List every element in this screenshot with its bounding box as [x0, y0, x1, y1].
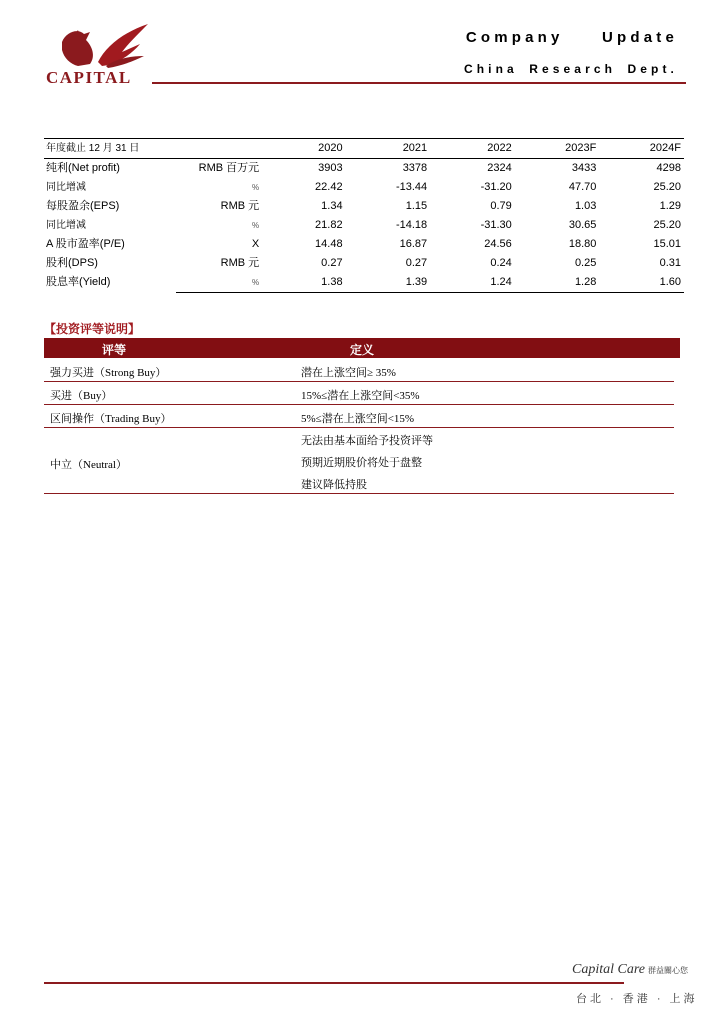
- rating-row-strong-buy: [44, 360, 674, 382]
- cell-value: 14.48: [315, 238, 343, 250]
- rating-label: 中立（Neutral）: [50, 459, 127, 471]
- rating-label: 强力买进（Strong Buy）: [50, 367, 167, 379]
- cell-value: 1.39: [405, 276, 428, 288]
- cell-value: 16.87: [399, 238, 428, 250]
- cell-value: 3903: [318, 162, 343, 174]
- report-subtitle: China Research Dept.: [463, 62, 678, 76]
- row-unit: %: [252, 278, 260, 287]
- cell-value: 15.01: [653, 238, 681, 250]
- rating-row-trading-buy: [44, 405, 674, 428]
- cell-value: 0.27: [321, 257, 343, 269]
- rating-section-title: 【投资评等说明】: [44, 322, 141, 336]
- definition-line: 无法由基本面给予投资评等: [301, 435, 433, 447]
- table-row: [44, 197, 684, 216]
- column-header: 2024F: [599, 139, 684, 159]
- footer-divider: [44, 982, 624, 984]
- table-row: [44, 254, 684, 273]
- cell-value: 0.79: [490, 200, 512, 212]
- cell-value: 1.15: [405, 200, 428, 212]
- table-row: [44, 178, 684, 197]
- financial-summary-table: [44, 138, 684, 292]
- row-unit: X: [251, 238, 260, 250]
- table-row: [44, 273, 684, 292]
- cell-value: 25.20: [653, 181, 681, 193]
- cell-value: 1.28: [574, 276, 597, 288]
- column-header: [184, 139, 261, 159]
- row-unit: RMB 百万元: [198, 162, 260, 174]
- brand-wordmark: CAPITAL: [46, 68, 132, 87]
- cell-value: 3378: [402, 162, 428, 174]
- cell-value: 1.38: [321, 276, 343, 288]
- cell-value: 1.34: [321, 200, 343, 212]
- table-row: [44, 235, 684, 254]
- rating-definition: [301, 430, 433, 496]
- rating-column-header: 评等: [102, 343, 127, 357]
- table-row: [44, 216, 684, 235]
- cell-value: 2324: [487, 162, 512, 174]
- column-header: 2021: [346, 139, 431, 159]
- cell-value: 47.70: [568, 181, 597, 193]
- row-label: 纯利(Net profit): [46, 162, 120, 174]
- row-label: 股息率(Yield): [46, 276, 111, 288]
- table-row: [44, 159, 684, 179]
- column-header: 2020: [261, 139, 345, 159]
- cell-value: 0.24: [490, 257, 512, 269]
- column-header: 2023F: [515, 139, 600, 159]
- cell-value: 1.60: [659, 276, 681, 288]
- rating-definition: 5%≤潜在上涨空间<15%: [301, 413, 415, 425]
- table-bottom-rule: [176, 292, 684, 293]
- cell-value: 22.42: [315, 181, 343, 193]
- rating-definition: 潜在上涨空间≥ 35%: [301, 367, 396, 379]
- table-header-row: [44, 139, 684, 159]
- row-label: A 股市盈率(P/E): [46, 238, 125, 250]
- cell-value: 1.29: [659, 200, 681, 212]
- definition-line: 预期近期股价将处于盘整: [301, 457, 422, 469]
- cell-value: 3433: [571, 162, 597, 174]
- cell-value: 0.31: [659, 257, 681, 269]
- row-label: 每股盈余(EPS): [46, 200, 120, 212]
- rating-label: 买进（Buy）: [50, 390, 113, 402]
- cell-value: -13.44: [395, 181, 428, 193]
- row-unit: %: [252, 221, 260, 230]
- cell-value: 21.82: [315, 219, 343, 231]
- definition-column-header: 定义: [350, 343, 375, 357]
- cell-value: 0.25: [574, 257, 597, 269]
- footer-brand: [572, 962, 688, 978]
- column-header: 年度截止 12 月 31 日: [44, 139, 184, 159]
- column-header: 2022: [430, 139, 515, 159]
- header-divider: [152, 82, 686, 84]
- footer-cities: 台北 · 香港 · 上海: [576, 993, 698, 1005]
- rating-label: 区间操作（Trading Buy）: [50, 413, 172, 425]
- row-unit: RMB 元: [220, 257, 260, 269]
- row-unit: %: [252, 183, 260, 192]
- footer-brand-cn: 群益關心您: [648, 966, 688, 975]
- cell-value: 0.27: [405, 257, 428, 269]
- cell-value: 18.80: [568, 238, 597, 250]
- row-unit: RMB 元: [220, 200, 260, 212]
- rating-row-buy: [44, 382, 674, 405]
- cell-value: 1.24: [490, 276, 512, 288]
- cell-value: 4298: [656, 162, 681, 174]
- rating-table-header: [44, 338, 680, 358]
- rating-definition: 15%≤潜在上涨空间<35%: [301, 390, 420, 402]
- cell-value: 1.03: [574, 200, 597, 212]
- cell-value: -31.30: [480, 219, 512, 231]
- footer-brand-script: Capital Care: [572, 962, 645, 977]
- rating-row-neutral: [44, 428, 674, 494]
- row-label: 同比增减: [46, 220, 86, 231]
- definition-line: 建议降低持股: [301, 479, 367, 491]
- cell-value: -31.20: [480, 181, 512, 193]
- cell-value: -14.18: [395, 219, 428, 231]
- cell-value: 24.56: [484, 238, 512, 250]
- row-label: 股利(DPS): [46, 257, 98, 269]
- cell-value: 25.20: [653, 219, 681, 231]
- report-title: Company Update: [465, 29, 678, 46]
- row-label: 同比增减: [46, 182, 86, 193]
- cell-value: 30.65: [568, 219, 597, 231]
